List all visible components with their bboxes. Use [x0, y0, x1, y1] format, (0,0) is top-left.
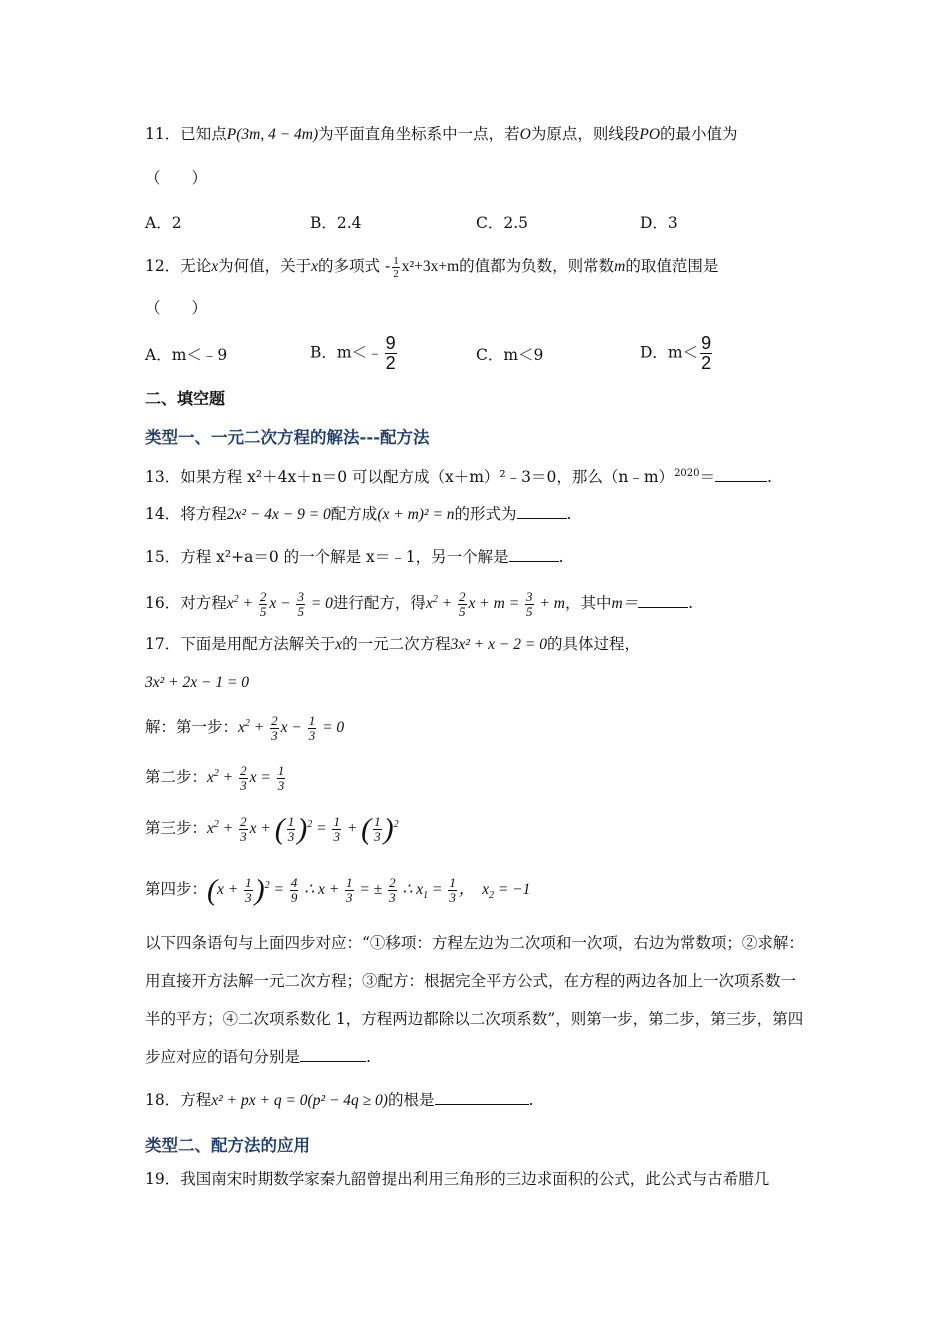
option-a: A．m＜﹣9 — [145, 346, 228, 364]
polynomial: x²+3x+m — [401, 258, 460, 275]
question-14 — [145, 504, 571, 525]
answer-blank[interactable] — [435, 1090, 529, 1105]
question-number: 17． — [145, 635, 181, 653]
step-label: 解：第一步： — [145, 718, 239, 737]
question-16 — [145, 582, 693, 622]
step-2 — [145, 756, 287, 796]
step-label: 第四步： — [145, 880, 208, 899]
question-11 — [145, 124, 738, 145]
point-expression: P(3m, 4 − 4m) — [226, 126, 319, 143]
equation: (x + m)² = n — [377, 506, 455, 523]
question-number: 19． — [145, 1170, 181, 1188]
paragraph-text: 以下四条语句与上面四步对应：“①移项：方程左边为二次项和一次项，右边为常数项；②求解：用直接开方法解一元二次方程；③配方：根据完全平方公式，在方程的两边各加上一次项系数一半的平方；④二次项系数化 1，方程两边都除以二次项系数”，则第一步，第二步，第三步，第四步应对应的语句分别是 — [145, 934, 804, 1066]
step-1 — [145, 706, 344, 746]
question-number: 12． — [145, 257, 181, 275]
answer-blank[interactable] — [300, 1047, 366, 1062]
option-d: D．3 — [640, 214, 678, 232]
q-text: 下面是用配方法解关于 — [180, 635, 336, 653]
equation: 2x² − 4x − 9 = 0 — [226, 506, 331, 523]
q-text: 为原点，则线段 — [530, 125, 640, 143]
question-13 — [145, 464, 772, 487]
frac-num: 9 — [701, 333, 712, 353]
frac-den: 2 — [701, 353, 712, 373]
q-text: 的值都为负数，则常数 — [459, 257, 615, 275]
section-heading: 二、填空题 — [145, 389, 226, 408]
q-text: . — [688, 594, 694, 613]
question-15 — [145, 547, 564, 567]
q-text: 已知点 — [180, 125, 227, 143]
step-3 — [145, 805, 399, 850]
q-text: ，其中 — [564, 594, 612, 613]
option-d — [640, 334, 714, 373]
equation: $x^2$ + $\frac{2}{5}$ x + m = $\frac{3}{5}$ + m — [425, 589, 565, 620]
m-equals: m＝ — [611, 595, 639, 613]
question-17 — [145, 634, 640, 655]
q-text: 我国南宋时期数学家秦九韶曾提出利用三角形的三边求面积的公式，此公式与古希腊几 — [180, 1170, 770, 1188]
q-text: 方程 — [180, 1091, 212, 1109]
question-19 — [145, 1169, 769, 1189]
step-4 — [145, 864, 530, 918]
answer-paren: （ ） — [145, 299, 208, 317]
q-text: 如果方程 x²＋4x＋n＝0 可以配方成（x＋m）²﹣3＝0，那么（n﹣m） — [180, 468, 675, 487]
exponent: 2020 — [674, 468, 700, 479]
question-number: 16． — [145, 594, 181, 613]
equation: $x^2$ + $\frac{2}{3}$ x = $\frac{1}{3}$ — [207, 763, 285, 794]
answer-blank[interactable] — [715, 467, 767, 482]
type-heading: 类型一、一元二次方程的解法---配方法 — [145, 428, 430, 447]
question-number: 11． — [145, 125, 181, 143]
option-text: B．m＜﹣ — [310, 343, 383, 362]
answer-paren: （ ） — [145, 169, 208, 187]
step-label: 第三步： — [145, 819, 208, 838]
q-text: 方程 x²+a＝0 的一个解是 x＝﹣1，另一个解是 — [180, 548, 509, 566]
equation: (x + $\frac{1}{3}$ )$^2$ = $\frac{4}{9}$ ∴ x + $\frac{1}{3}$ = ± $\frac{2}{3}$ ∴ $x_1$ = $\frac{1}{3}$ ， $x_2 = -1$ — [207, 873, 531, 907]
q-text: 配方成 — [330, 505, 378, 523]
question-number: 14． — [145, 505, 181, 523]
answer-blank[interactable] — [517, 504, 567, 519]
equation: $x^2$ + $\frac{2}{5}$ x − $\frac{3}{5}$ = 0 — [226, 589, 333, 620]
answer-blank[interactable] — [509, 547, 559, 562]
q-text: . — [566, 505, 572, 523]
q-text: 的取值范围是 — [625, 257, 719, 275]
option-a: A．2 — [145, 214, 182, 232]
option-b: B．2.4 — [310, 214, 362, 232]
fraction — [700, 334, 712, 373]
origin-var: O — [519, 126, 531, 143]
var-x: x — [211, 258, 219, 275]
frac-den: 2 — [393, 267, 399, 280]
q-text: 为平面直角坐标系中一点，若 — [318, 125, 520, 143]
question-18 — [145, 1090, 533, 1111]
q-text: . — [767, 468, 772, 487]
frac-den: 2 — [385, 353, 396, 373]
option-c: C．m＜9 — [476, 346, 544, 364]
equation: $x^2$ + $\frac{2}{3}$ x + ( $\frac{1}{3}$ )$^2$ = $\frac{1}{3}$ + ( $\frac{1}{3}$ )$^2$ — [207, 812, 399, 846]
answer-blank[interactable] — [638, 593, 688, 608]
type-heading: 类型二、配方法的应用 — [145, 1136, 310, 1155]
q-text: 的具体过程， — [546, 635, 640, 653]
q-text: . — [558, 548, 564, 566]
equation: x² + px + q = 0(p² − 4q ≥ 0) — [211, 1092, 388, 1109]
step-label: 第二步： — [145, 768, 208, 787]
option-b — [310, 334, 399, 373]
frac-num: 9 — [385, 333, 396, 353]
q-text: 的根是 — [387, 1091, 435, 1109]
option-text: D．m＜ — [640, 343, 699, 362]
q-text: 对方程 — [180, 594, 227, 613]
fraction — [385, 334, 397, 373]
q-text: 进行配方，得 — [332, 594, 426, 613]
var-x: x — [335, 636, 343, 653]
question-number: 13． — [145, 468, 181, 487]
q-text: 的形式为 — [454, 505, 517, 523]
q-text: . — [366, 1048, 371, 1066]
q-text: 将方程 — [180, 505, 227, 523]
q17-paragraph — [145, 924, 810, 1076]
segment-var: PO — [639, 126, 661, 143]
question-number: 18． — [145, 1091, 181, 1109]
q-text: ＝ — [699, 468, 716, 487]
var-m: m — [614, 258, 626, 275]
q-text: 的最小值为 — [660, 125, 738, 143]
question-number: 15． — [145, 548, 181, 566]
var-x: x — [311, 258, 319, 275]
question-12 — [145, 252, 718, 281]
q-text: 的一元二次方程 — [342, 635, 451, 653]
equation: $x^2$ + $\frac{2}{3}$ x − $\frac{1}{3}$ = 0 — [238, 713, 345, 744]
q-text: 无论 — [180, 257, 212, 275]
q-text: 的多项式 - — [318, 257, 391, 275]
q-text: . — [528, 1091, 534, 1109]
equation-line: 3x² + 2x − 1 = 0 — [145, 674, 250, 691]
fraction — [392, 255, 400, 280]
equation: 3x² + x − 2 = 0 — [450, 636, 547, 653]
frac-num: 1 — [393, 254, 399, 267]
q-text: 为何值，关于 — [218, 257, 312, 275]
option-c: C．2.5 — [476, 214, 529, 232]
